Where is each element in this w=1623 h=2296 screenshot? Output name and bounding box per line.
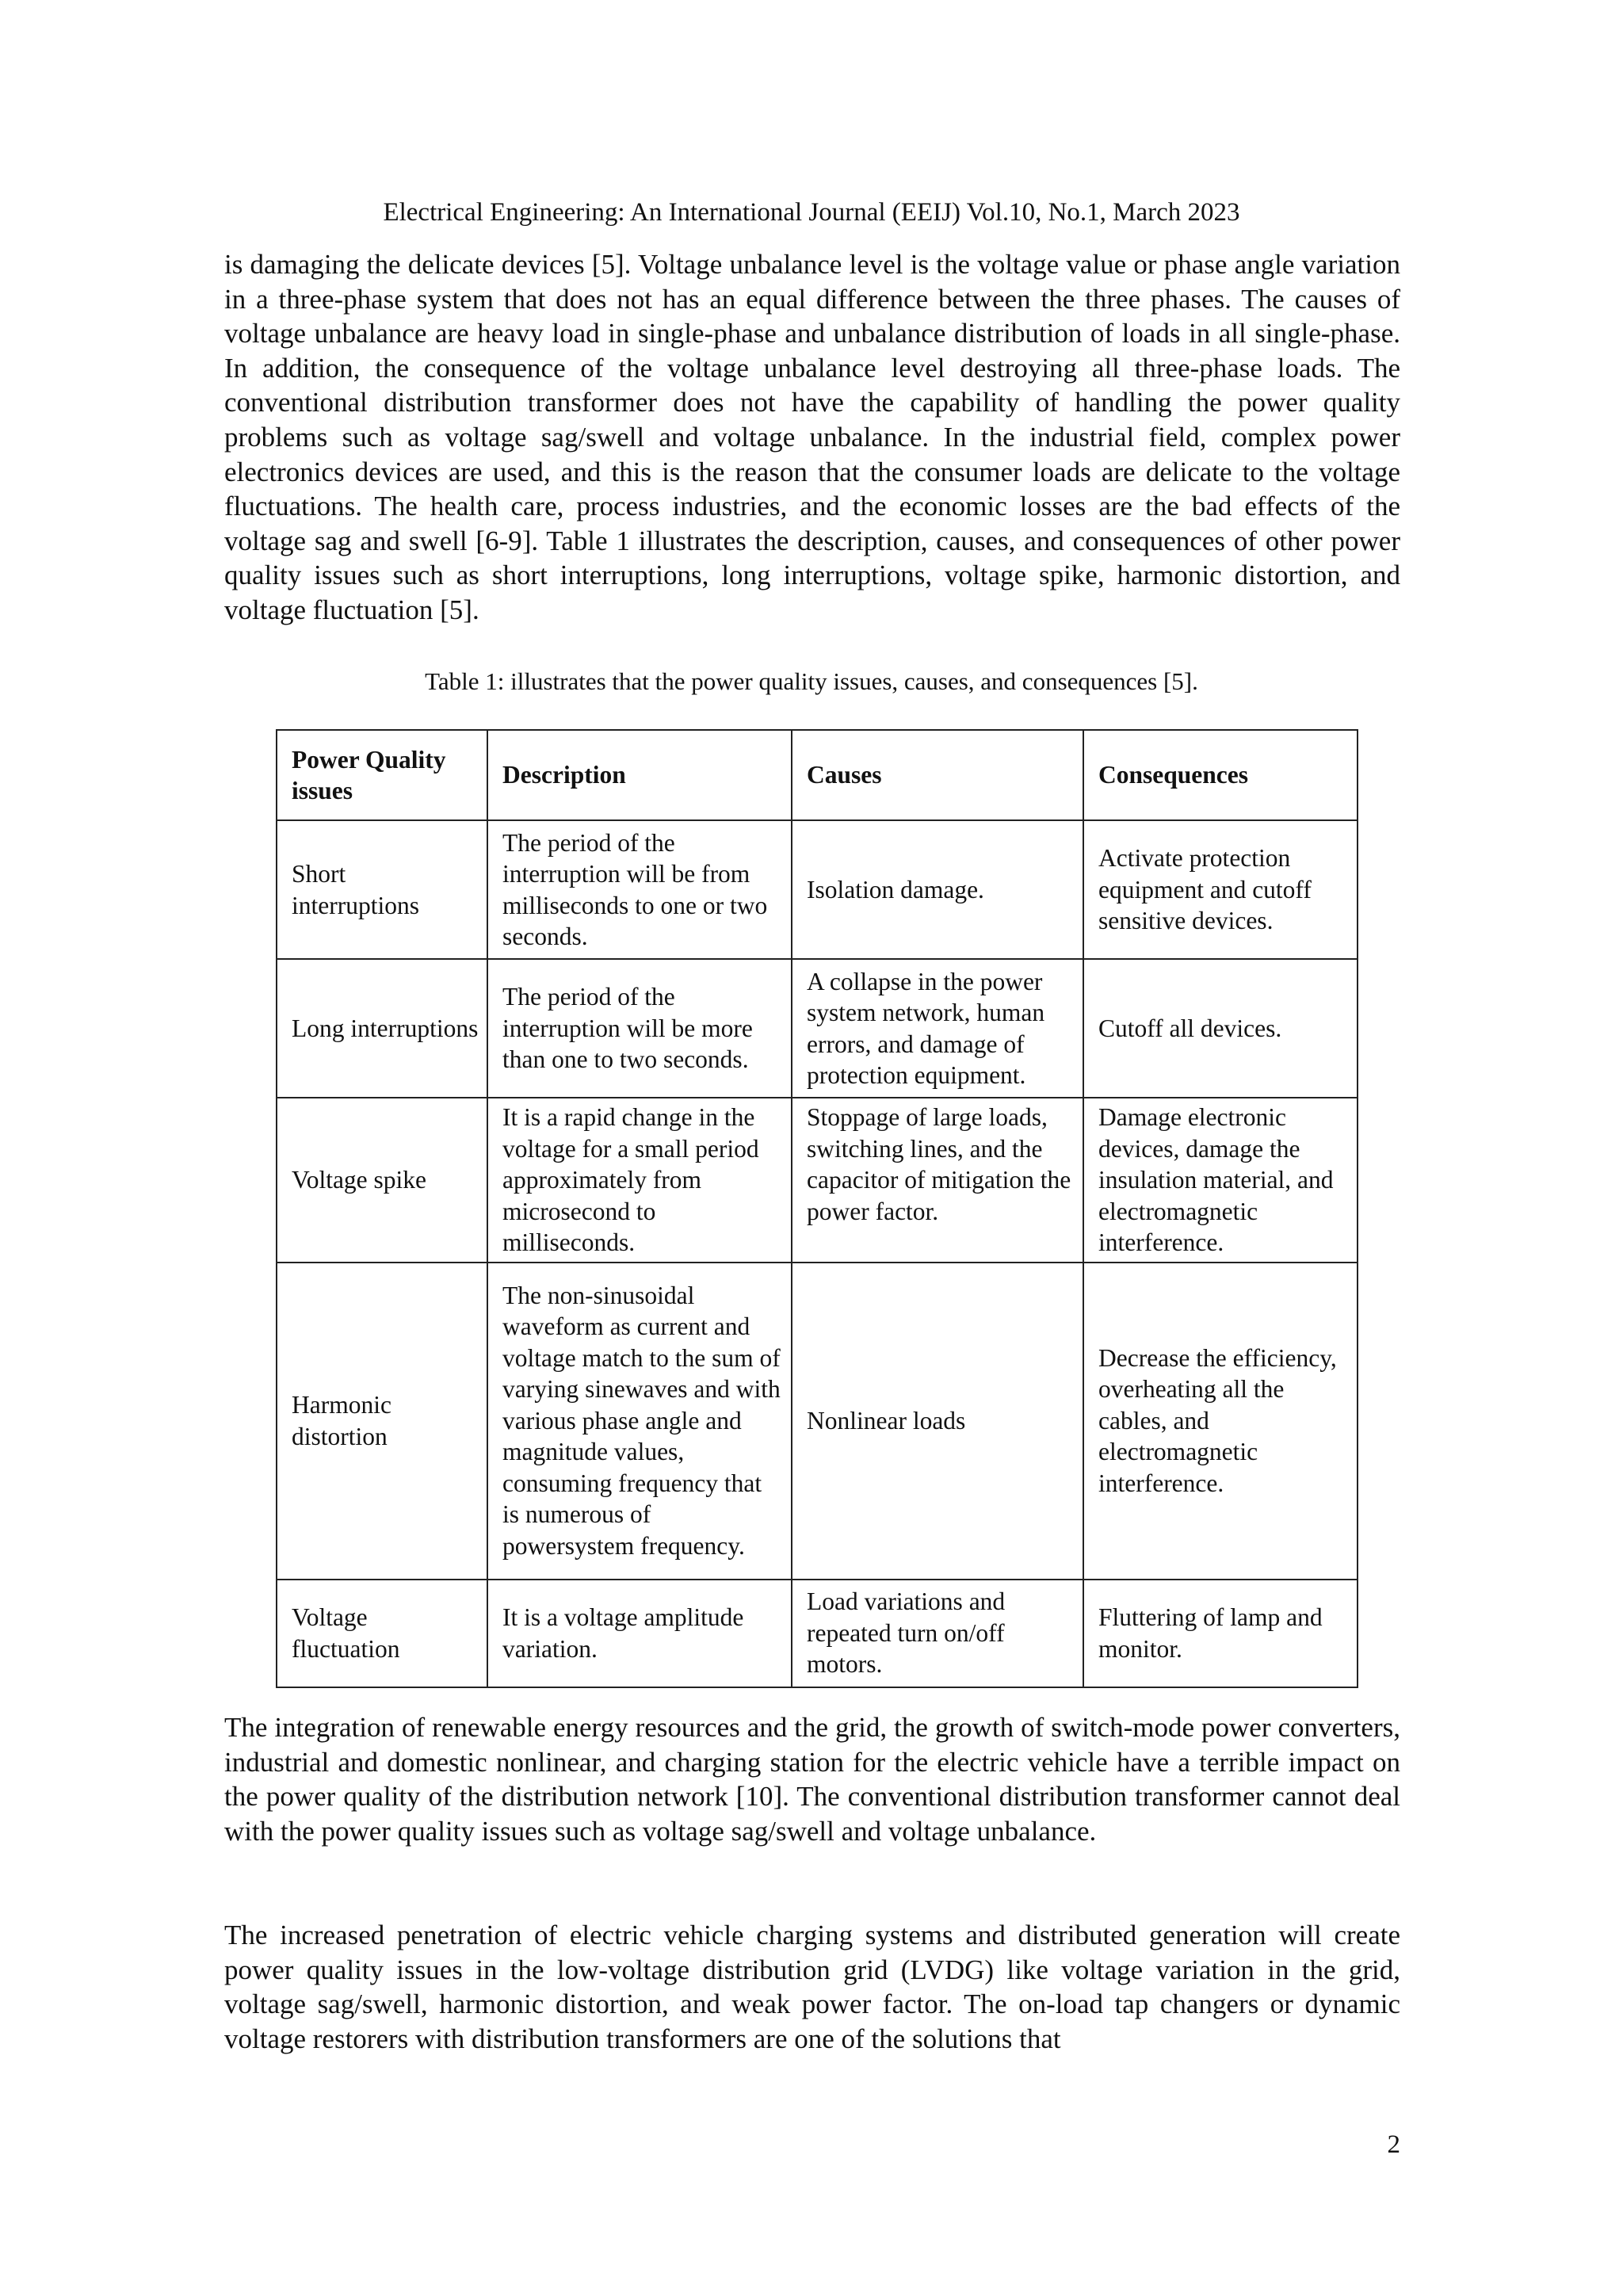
power-quality-table	[276, 729, 1358, 1688]
running-header: Electrical Engineering: An International Journal (EEIJ) Vol.10, No.1, March 2023	[383, 198, 1240, 227]
cell-consequences: Decrease the efficiency, overheating all the cables, and electromagnetic interference.	[1083, 1263, 1358, 1580]
table-caption: Table 1: illustrates that the power quality issues, causes, and consequences [5].	[425, 667, 1198, 695]
body-paragraph-1: is damaging the delicate devices [5]. Voltage unbalance level is the voltage value or phase angle variation in a three-phase system that does not has an equal difference between the three phases. The causes of voltage unbalance are heavy load in single-phase and unbalance distribution of loads in all single-phase. In addition, the consequence of the voltage unbalance level destroying all three-phase loads. The conventional distribution transformer does not have the capability of handling the power quality problems such as voltage sag/swell and voltage unbalance. In the industrial field, complex power electronics devices are used, and this is the reason that the consumer loads are delicate to the voltage fluctuations. The health care, process industries, and the economic losses are the bad effects of the voltage sag and swell [6-9]. Table 1 illustrates the description, causes, and consequences of other power quality issues such as short interruptions, long interruptions, voltage spike, harmonic distortion, and voltage fluctuation [5].	[224, 249, 1400, 625]
header-causes: Causes	[792, 730, 1083, 820]
cell-description: It is a voltage amplitude variation.	[487, 1580, 792, 1687]
cell-consequences: Activate protection equipment and cutoff sensitive devices.	[1083, 820, 1358, 959]
cell-causes: A collapse in the power system network, human errors, and damage of protection equipment.	[792, 959, 1083, 1098]
body-paragraph-3: The increased penetration of electric vehicle charging systems and distributed generation will create power quality issues in the low-voltage distribution grid (LVDG) like voltage variation in the grid, voltage sag/swell, harmonic distortion, and weak power factor. The on-load tap changers or dynamic voltage restorers with distribution transformers are one of the solutions that	[224, 1920, 1400, 2054]
cell-consequences: Damage electronic devices, damage the insulation material, and electromagnetic interference.	[1083, 1098, 1358, 1263]
header-consequences: Consequences	[1083, 730, 1358, 820]
cell-issue: Long interruptions	[277, 959, 487, 1098]
table-header-row	[277, 730, 1358, 820]
page-number: 2	[1387, 2130, 1400, 2159]
table-row	[277, 959, 1358, 1098]
table-row	[277, 1098, 1358, 1263]
cell-consequences: Cutoff all devices.	[1083, 959, 1358, 1098]
body-paragraph-2: The integration of renewable energy resources and the grid, the growth of switch-mode power converters, industrial and domestic nonlinear, and charging station for the electric vehicle have a terrible impact on the power quality of the distribution network [10]. The conventional distribution transformer cannot deal with the power quality issues such as voltage sag/swell and voltage unbalance.	[224, 1712, 1400, 1847]
cell-description: The period of the interruption will be from milliseconds to one or two seconds.	[487, 820, 792, 959]
cell-description: The non-sinusoidal waveform as current and voltage match to the sum of varying sinewaves and with various phase angle and magnitude values, consuming frequency that is numerous of powersystem frequency.	[487, 1263, 792, 1580]
cell-description: The period of the interruption will be more than one to two seconds.	[487, 959, 792, 1098]
cell-description: It is a rapid change in the voltage for a small period approximately from microsecond to milliseconds.	[487, 1098, 792, 1263]
cell-causes: Load variations and repeated turn on/off motors.	[792, 1580, 1083, 1687]
cell-consequences: Fluttering of lamp and monitor.	[1083, 1580, 1358, 1687]
cell-causes: Isolation damage.	[792, 820, 1083, 959]
cell-causes: Stoppage of large loads, switching lines, and the capacitor of mitigation the power factor.	[792, 1098, 1083, 1263]
table-row	[277, 1580, 1358, 1687]
cell-issue: Voltage spike	[277, 1098, 487, 1263]
cell-causes: Nonlinear loads	[792, 1263, 1083, 1580]
table-row	[277, 1263, 1358, 1580]
table-row	[277, 820, 1358, 959]
cell-issue: Harmonic distortion	[277, 1263, 487, 1580]
cell-issue: Short interruptions	[277, 820, 487, 959]
cell-issue: Voltage fluctuation	[277, 1580, 487, 1687]
header-description: Description	[487, 730, 792, 820]
header-power-quality-issues: Power Quality issues	[277, 730, 487, 820]
